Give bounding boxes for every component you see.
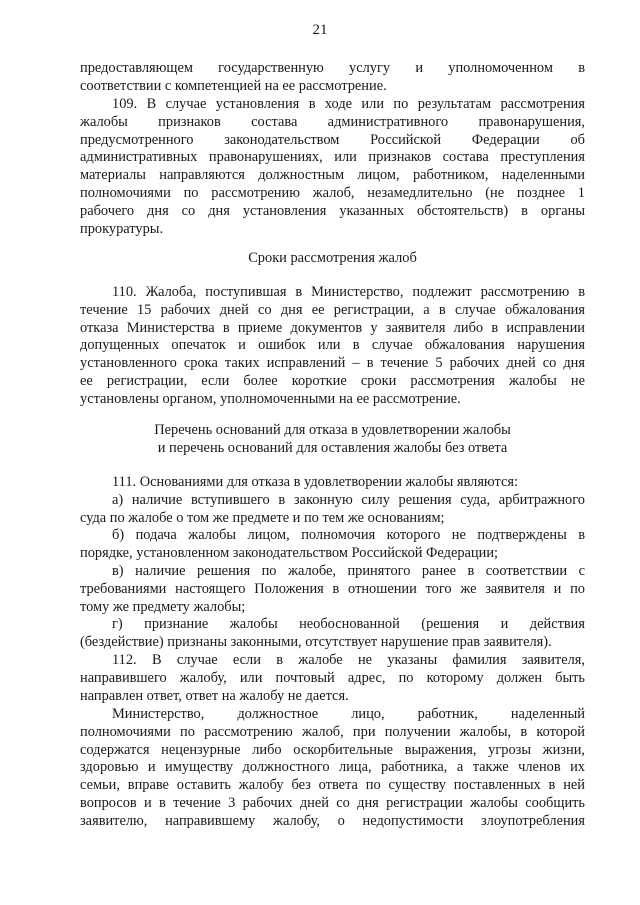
text-line: содержатся нецензурные либо оскорбительные выражения, угрозы жизни, [80,741,585,758]
text-line: (бездействие) признаны законными, отсутствует нарушение прав заявителя). [80,634,552,651]
paragraph-110 [80,284,585,409]
text-line: тому же предмету жалобы; [80,598,246,615]
text-line: Министерство, должностное лицо, работник, наделенный [112,706,585,722]
paragraph-109 [80,96,585,238]
text-line: 112. В случае если в жалобе не указаны фамилия заявителя, [112,652,585,668]
text-line: предусмотренного законодательством Российской Федерации об [80,131,585,148]
text-line: 109. В случае установления в ходе или по результатам рассмотрения [112,96,585,112]
text-line: 111. Основаниями для отказа в удовлетворении жалобы являются: [112,474,518,490]
heading-line: Перечень оснований для отказа в удовлетворении жалобы [154,422,511,438]
text-line: административных правонарушениях, или признаков состава преступления [80,149,585,166]
text-line: 110. Жалоба, поступившая в Министерство, подлежит рассмотрению в [112,284,585,300]
text-line: соответствии с компетенцией на ее рассмотрение. [80,77,387,94]
text-line: в) наличие решения по жалобе, принятого ранее в соответствии с [112,562,585,579]
text-line: полномочиями по рассмотрению жалоб, незамедлительно (не позднее 1 [80,184,585,201]
text-line: отказа Министерства в приеме документов у заявителя либо в исправлении [80,319,585,336]
paragraph-111 [80,474,585,652]
section-heading-review-terms: Сроки рассмотрения жалоб [248,250,417,266]
text-line: ее регистрации, если более короткие сроки рассмотрения жалобы не [80,372,585,389]
text-line: течение 15 рабочих дней со дня ее регистрации, а в случае обжалования [80,301,585,318]
text-line: рабочего дня со дня установления указанных обстоятельств) в органы [80,202,585,219]
page-number: 21 [312,22,328,38]
text-line: а) наличие вступившего в законную силу решения суда, арбитражного [112,491,585,508]
text-line: требованиями настоящего Положения в отношении того же заявителя и по [80,580,585,597]
text-line: заявителю, направившему жалобу, о недопустимости злоупотребления [80,812,585,829]
text-line: полномочиями по рассмотрению жалоб, при получении жалобы, в которой [80,723,585,740]
text-line: здоровью и имуществу должностного лица, работника, а также членов их [80,759,585,776]
text-line: материалы направляются должностным лицом, работником, наделенными [80,167,585,184]
text-line: предоставляющем государственную услугу и уполномоченном в [80,60,585,76]
section-heading-refusal-grounds [80,422,585,458]
top-paragraph [80,60,585,96]
text-line: б) подача жалобы лицом, полномочия которого не подтверждены в [112,527,585,544]
text-line: прокуратуры. [80,220,164,237]
text-line: порядке, установленном законодательством Российской Федерации; [80,545,499,562]
text-line: направившего жалобу, или почтовый адрес, по которому должен быть [80,669,585,686]
text-line: суда по жалобе о том же предмете и по тем же основаниям; [80,509,445,526]
text-line: г) признание жалобы необоснованной (решения и действия [112,616,585,633]
text-line: установленного срока таких исправлений – в течение 5 рабочих дней со дня [80,355,585,372]
text-line: жалобы признаков состава административного правонарушения, [80,113,585,130]
text-line: допущенных опечаток и ошибок или в случае обжалования нарушения [80,337,585,354]
text-line: семьи, вправе оставить жалобу без ответа по существу поставленных в ней [80,777,585,794]
text-line: направлен ответ, ответ на жалобу не дается. [80,687,349,704]
text-line: вопросов и в течение 3 рабочих дней со дня регистрации жалобы сообщить [80,794,585,811]
heading-line: и перечень оснований для оставления жалобы без ответа [157,439,508,456]
paragraph-112 [80,652,585,705]
paragraph-ministry [80,706,585,831]
text-line: установлены органом, уполномоченными на ее рассмотрение. [80,390,461,407]
